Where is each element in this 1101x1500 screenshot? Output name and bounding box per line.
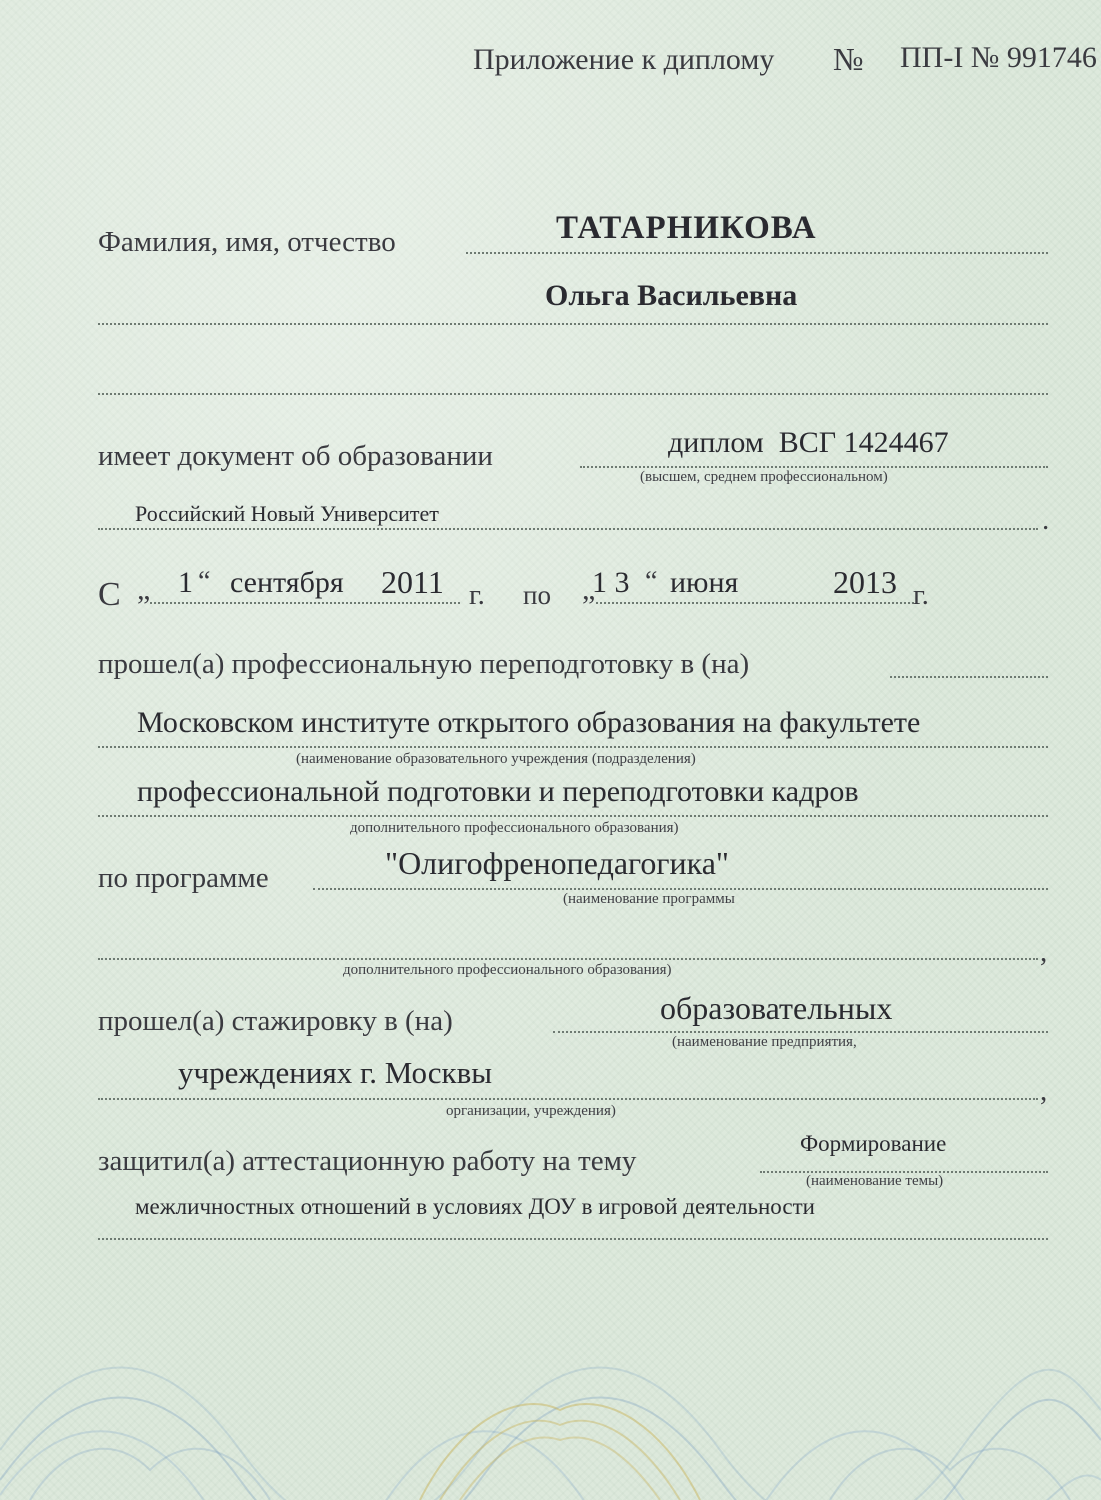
period-quote-close: “	[198, 566, 211, 597]
retraining-caption2: дополнительного профессионального образования)	[350, 820, 679, 836]
period-g2: г.	[913, 579, 929, 611]
period-end-line	[596, 602, 914, 604]
education-institution-punct: .	[1042, 504, 1050, 536]
header-number: ПП-I № 991746	[900, 41, 1097, 74]
education-doc-caption: (высшем, среднем профессиональном)	[640, 469, 888, 485]
name-label: Фамилия, имя, отчество	[98, 226, 396, 258]
thesis-caption1: (наименование темы)	[806, 1173, 944, 1189]
period-po: по	[523, 580, 551, 610]
surname: ТАТАРНИКОВА	[556, 210, 817, 246]
period-end-month: июня	[670, 566, 739, 599]
program-line	[313, 888, 1048, 890]
header-numero-sign: №	[833, 41, 864, 77]
education-doc-value: диплом ВСГ 1424467	[668, 426, 949, 459]
period-end-day: 1 3	[592, 566, 630, 599]
program-line2	[98, 958, 1038, 960]
retraining-line1: Московском институте открытого образования на факультете	[137, 706, 921, 739]
internship-line2: учреждениях г. Москвы	[178, 1055, 493, 1090]
period-quote2-open: „	[582, 573, 596, 606]
retraining-caption1: (наименование образовательного учреждения (подразделения)	[296, 751, 696, 767]
education-doc-label: имеет документ об образовании	[98, 440, 493, 472]
thesis-label: защитил(а) аттестационную работу на тему	[98, 1145, 637, 1177]
program-caption2: дополнительного профессионального образования)	[343, 962, 672, 978]
period-start-year: 2011	[381, 564, 444, 600]
period-quote2-close: “	[645, 566, 658, 597]
retraining-line1-rule	[98, 746, 1048, 748]
period-end-year: 2013	[833, 564, 897, 600]
retraining-label-line	[890, 676, 1048, 678]
program-label: по программе	[98, 862, 269, 894]
internship-comma: ,	[1040, 1075, 1048, 1107]
thesis-line1: Формирование	[800, 1131, 947, 1156]
internship-caption2: организации, учреждения)	[446, 1103, 616, 1119]
education-doc-line	[580, 466, 1048, 468]
name-line-1	[466, 252, 1048, 254]
education-institution: Российский Новый Университет	[135, 501, 439, 526]
period-start-month: сентября	[230, 566, 344, 599]
period-c: С	[98, 576, 121, 613]
period-start-day: 1	[178, 566, 193, 599]
retraining-line2-rule	[98, 815, 1048, 817]
period-start-line	[150, 602, 460, 604]
name-line-2	[98, 323, 1048, 325]
period-quote-open: „	[137, 573, 151, 606]
internship-label: прошел(а) стажировку в (на)	[98, 1005, 453, 1037]
given-names: Ольга Васильевна	[545, 279, 798, 312]
education-institution-line	[98, 528, 1038, 530]
internship-line	[553, 1031, 1048, 1033]
program-comma: ,	[1040, 936, 1048, 968]
header-prefix: Приложение к диплому	[473, 43, 775, 76]
guilloche-watermark	[0, 1330, 1101, 1500]
thesis-line2-rule	[98, 1238, 1048, 1240]
internship-line2-rule	[98, 1098, 1038, 1100]
thesis-line2: межличностных отношений в условиях ДОУ в игровой деятельности	[135, 1194, 815, 1219]
retraining-line2: профессиональной подготовки и переподготовки кадров	[137, 775, 859, 808]
program-caption1: (наименование программы	[563, 891, 735, 907]
retraining-label: прошел(а) профессиональную переподготовку в (на)	[98, 648, 750, 680]
period-g: г.	[469, 579, 485, 611]
program-value: "Олигофренопедагогика"	[385, 845, 729, 881]
internship-line1: образовательных	[660, 990, 893, 1026]
internship-caption1: (наименование предприятия,	[672, 1034, 857, 1050]
name-line-3	[98, 393, 1048, 395]
